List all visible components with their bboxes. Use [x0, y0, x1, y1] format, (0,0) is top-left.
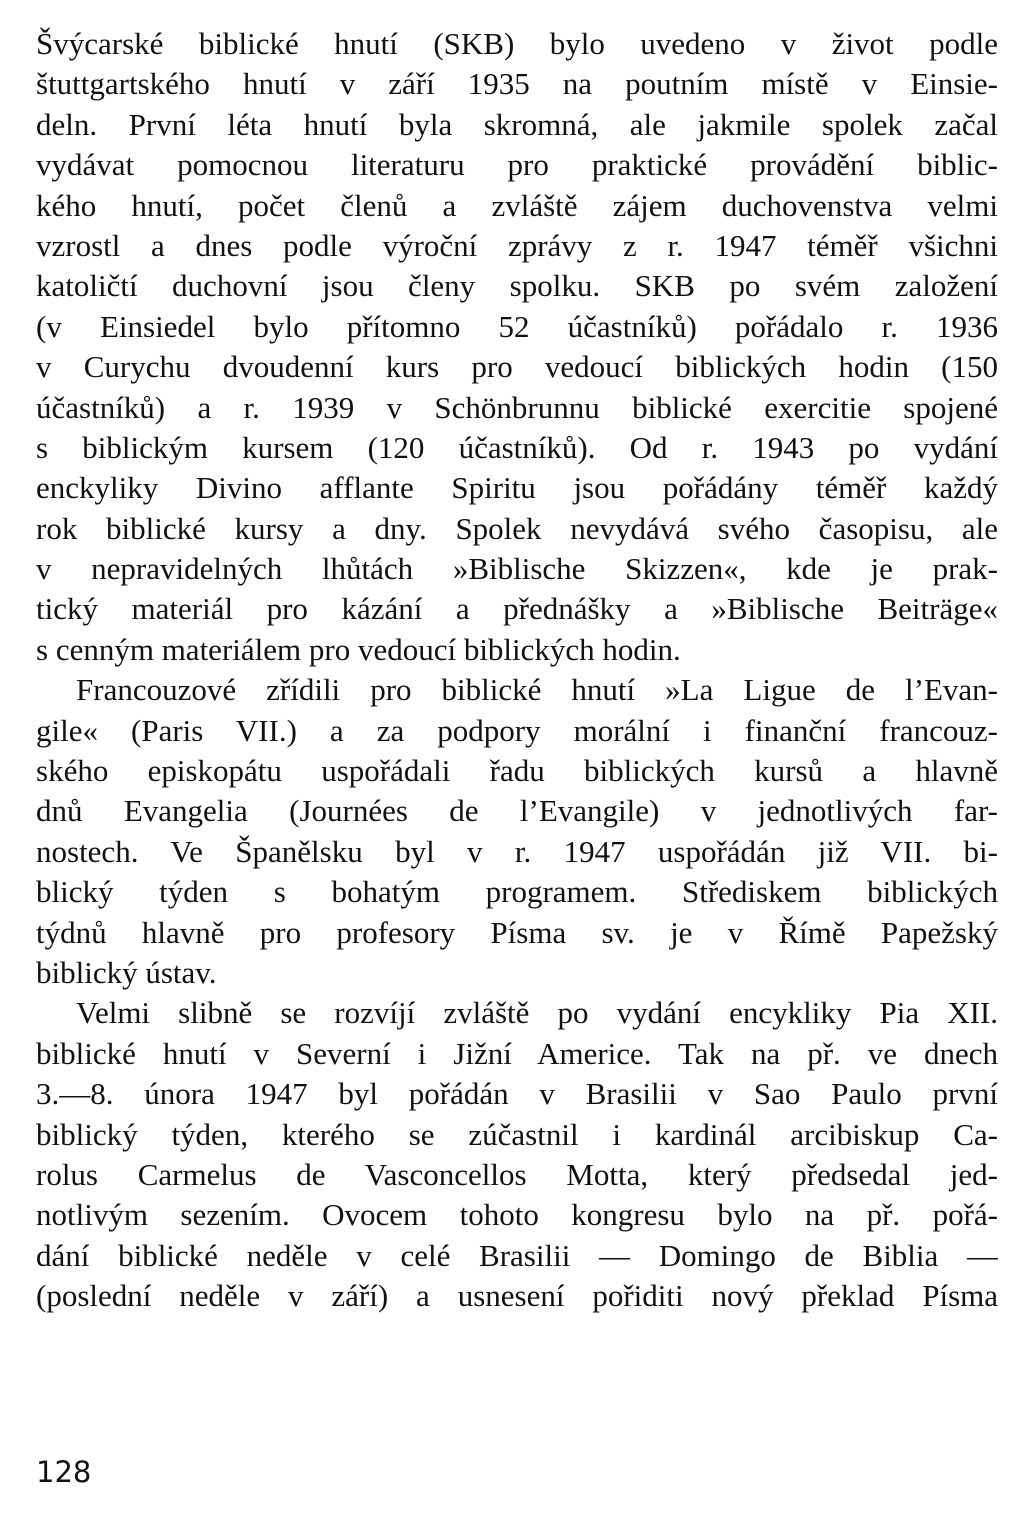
text-line: vzrostl a dnes podle výroční zprávy z r. 1947 téměř všichni [36, 227, 998, 263]
text-line: nostech. Ve Španělsku byl v r. 1947 uspořádán již VII. bi- [36, 833, 998, 869]
paragraph [36, 993, 998, 1316]
text-line: s biblickým kursem (120 účastníků). Od r. 1943 po vydání [36, 429, 998, 465]
page-number: 128 [36, 1455, 92, 1489]
text-line: enckyliky Divino afflante Spiritu jsou pořádány téměř každý [36, 470, 998, 506]
text-line: biblické hnutí v Severní i Jižní Americe. Tak na př. ve dnech [36, 1035, 998, 1071]
paragraph [36, 670, 998, 993]
text-line: rolus Carmelus de Vasconcellos Motta, který předsedal jed- [36, 1156, 998, 1192]
paragraph [36, 24, 998, 670]
text-line: s cenným materiálem pro vedoucí biblických hodin. [36, 631, 681, 667]
text-line: štuttgartského hnutí v září 1935 na poutním místě v Einsie- [36, 66, 998, 102]
text-line: v Curychu dvoudenní kurs pro vedoucí biblických hodin (150 [36, 349, 998, 385]
text-line: ského episkopátu uspořádali řadu biblických kursů a hlavně [36, 753, 998, 789]
text-line: gile« (Paris VII.) a za podpory morální i finanční francouz- [36, 712, 998, 748]
text-line: Velmi slibně se rozvíjí zvláště po vydání encykliky Pia XII. [76, 995, 998, 1031]
text-line: dání biblické neděle v celé Brasilii — Domingo de Biblia — [36, 1237, 998, 1273]
text-line: kého hnutí, počet členů a zvláště zájem duchovenstva velmi [36, 187, 998, 223]
text-line: katoličtí duchovní jsou členy spolku. SKB po svém založení [36, 268, 998, 304]
text-line: biblický týden, kterého se zúčastnil i kardinál arcibiskup Ca- [36, 1116, 998, 1152]
text-line: tický materiál pro kázání a přednášky a »Biblische Beiträge« [36, 591, 998, 627]
text-line: 3.—8. února 1947 byl pořádán v Brasilii v Sao Paulo první [36, 1076, 998, 1112]
text-line: Francouzové zřídili pro biblické hnutí »La Ligue de l’Evan- [76, 672, 998, 708]
text-line: v nepravidelných lhůtách »Biblische Skizzen«, kde je prak- [36, 551, 998, 587]
text-line: dnů Evangelia (Journées de l’Evangile) v jednotlivých far- [36, 793, 998, 829]
text-line: notlivým sezením. Ovocem tohoto kongresu bylo na př. pořá- [36, 1197, 998, 1233]
text-line: rok biblické kursy a dny. Spolek nevydává svého časopisu, ale [36, 510, 998, 546]
text-line: deln. První léta hnutí byla skromná, ale jakmile spolek začal [36, 106, 998, 142]
text-line: vydávat pomocnou literaturu pro praktické provádění biblic- [36, 147, 998, 183]
text-line: Švýcarské biblické hnutí (SKB) bylo uvedeno v život podle [36, 26, 998, 61]
text-line: biblický ústav. [36, 954, 217, 990]
page-body [36, 24, 998, 1317]
text-line: (poslední neděle v září) a usnesení pořiditi nový překlad Písma [36, 1278, 998, 1314]
text-line: (v Einsiedel bylo přítomno 52 účastníků) pořádalo r. 1936 [36, 308, 998, 344]
text-line: týdnů hlavně pro profesory Písma sv. je v Římě Papežský [36, 914, 998, 950]
text-line: blický týden s bohatým programem. Střediskem biblických [36, 874, 998, 910]
text-line: účastníků) a r. 1939 v Schönbrunnu biblické exercitie spojené [36, 389, 998, 425]
